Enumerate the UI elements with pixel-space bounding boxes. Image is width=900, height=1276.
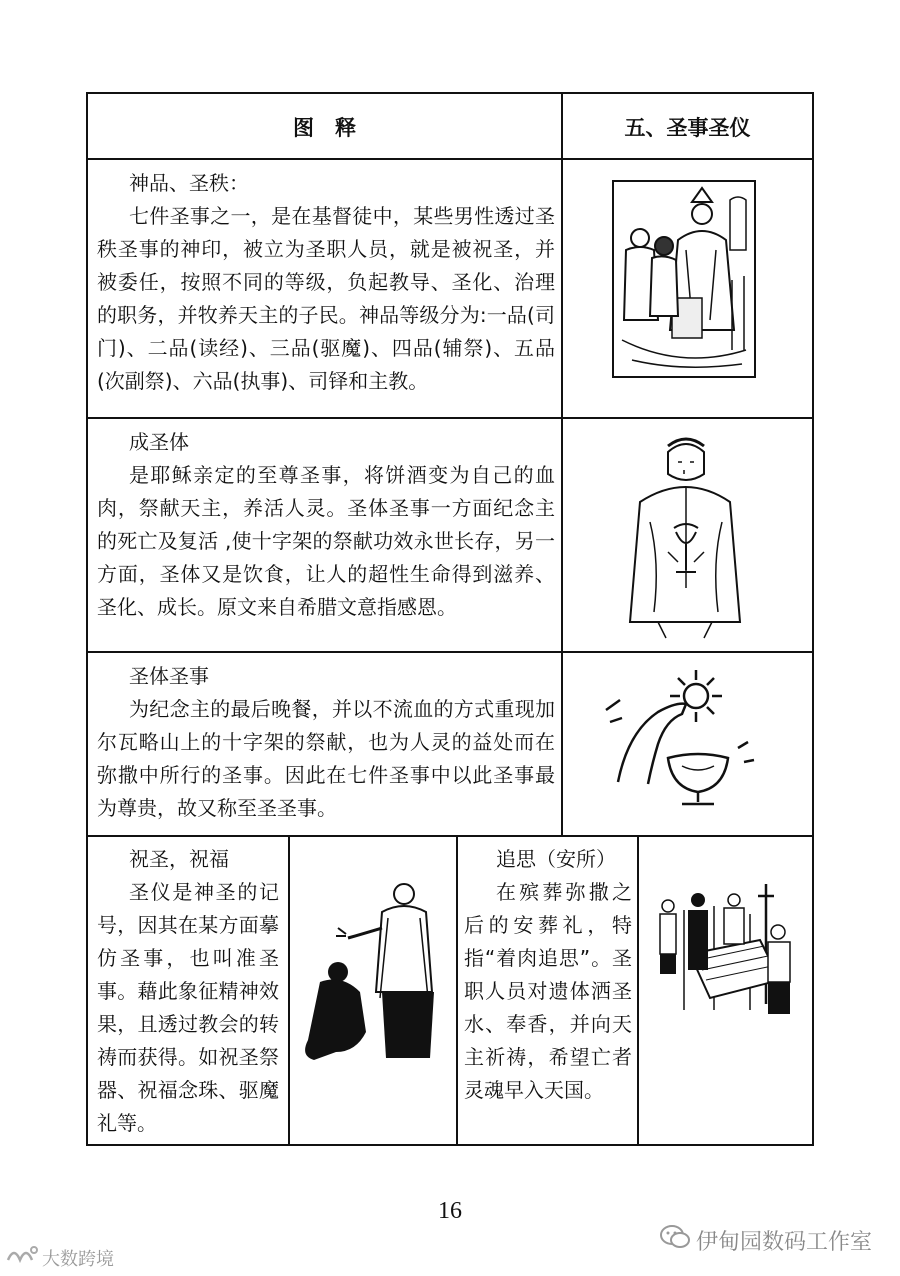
header-illustrations-label: 图 释 xyxy=(293,116,356,140)
column-divider xyxy=(288,835,290,1146)
entry-title: 祝圣，祝福 xyxy=(129,847,229,871)
entry-body: 圣仪是神圣的记号，因其在某方面摹仿圣事，也叫准圣事。藉此象征精神效果，且透过教会的转祷而获得。如祝圣祭器、祝福念珠、驱魔礼等。 xyxy=(97,880,279,1135)
cell-text-blessing xyxy=(97,843,279,1140)
funeral-illustration xyxy=(654,880,800,1020)
blessing-illustration xyxy=(298,878,448,1068)
priest-chalice-illustration xyxy=(628,432,742,640)
entry-title: 追思（安所） xyxy=(496,847,616,871)
page-number: 16 xyxy=(438,1198,462,1224)
brand-icon xyxy=(4,1244,38,1271)
column-divider xyxy=(637,835,639,1146)
column-divider xyxy=(561,92,563,837)
row-text-eucharist xyxy=(97,660,555,825)
row-divider xyxy=(86,158,814,160)
entry-body: 是耶稣亲定的至尊圣事，将饼酒变为自己的血肉，祭献天主，养活人灵。圣体圣事一方面纪念主的死亡及复活 ,使十字架的祭献功效永世长存，另一方面，圣体又是饮食，让人的超性生命得到滋养、圣化、成长。原文来自希腊文意指感恩。 xyxy=(97,463,555,619)
entry-body: 七件圣事之一，是在基督徒中，某些男性透过圣秩圣事的神印，被立为圣职人员，就是被祝圣，并被委任，按照不同的等级，负起教导、圣化、治理的职务，并牧养天主的子民。神品等级分为:一品(司门)、二品(读经)、三品(驱魔)、四品(辅祭)、五品(次副祭)、六品(执事)、司铎和主教。 xyxy=(97,204,555,393)
wechat-icon xyxy=(660,1224,690,1256)
entry-title: 圣体圣事 xyxy=(129,664,209,688)
watermark-brand xyxy=(4,1244,114,1271)
row-divider xyxy=(86,417,814,419)
column-divider xyxy=(456,835,458,1146)
watermark-studio xyxy=(660,1224,872,1256)
entry-title: 成圣体 xyxy=(129,430,189,454)
entry-body: 为纪念主的最后晚餐，并以不流血的方式重现加尔瓦略山上的十字架的祭献，也为人灵的益处而在弥撒中所行的圣事。因此在七件圣事中以此圣事最为尊贵，故又称至圣圣事。 xyxy=(97,697,555,820)
header-section-title: 五、圣事圣仪 xyxy=(624,116,751,140)
entry-title: 神品、圣秩： xyxy=(129,171,249,195)
row-divider xyxy=(86,835,814,837)
cell-text-funeral xyxy=(464,843,632,1107)
row-text-ordination xyxy=(97,167,555,398)
row-divider xyxy=(86,651,814,653)
host-chalice-illustration xyxy=(598,662,760,810)
watermark-text: 大数跨境 xyxy=(42,1248,114,1270)
watermark-text: 伊甸园数码工作室 xyxy=(695,1229,872,1255)
ordination-illustration xyxy=(612,180,756,378)
row-text-consecration xyxy=(97,426,555,624)
entry-body: 在殡葬弥撒之后的安葬礼，特指“着肉追思”。圣职人员对遗体洒圣水、奉香，并向天主祈祷，希望亡者灵魂早入天国。 xyxy=(464,880,632,1102)
